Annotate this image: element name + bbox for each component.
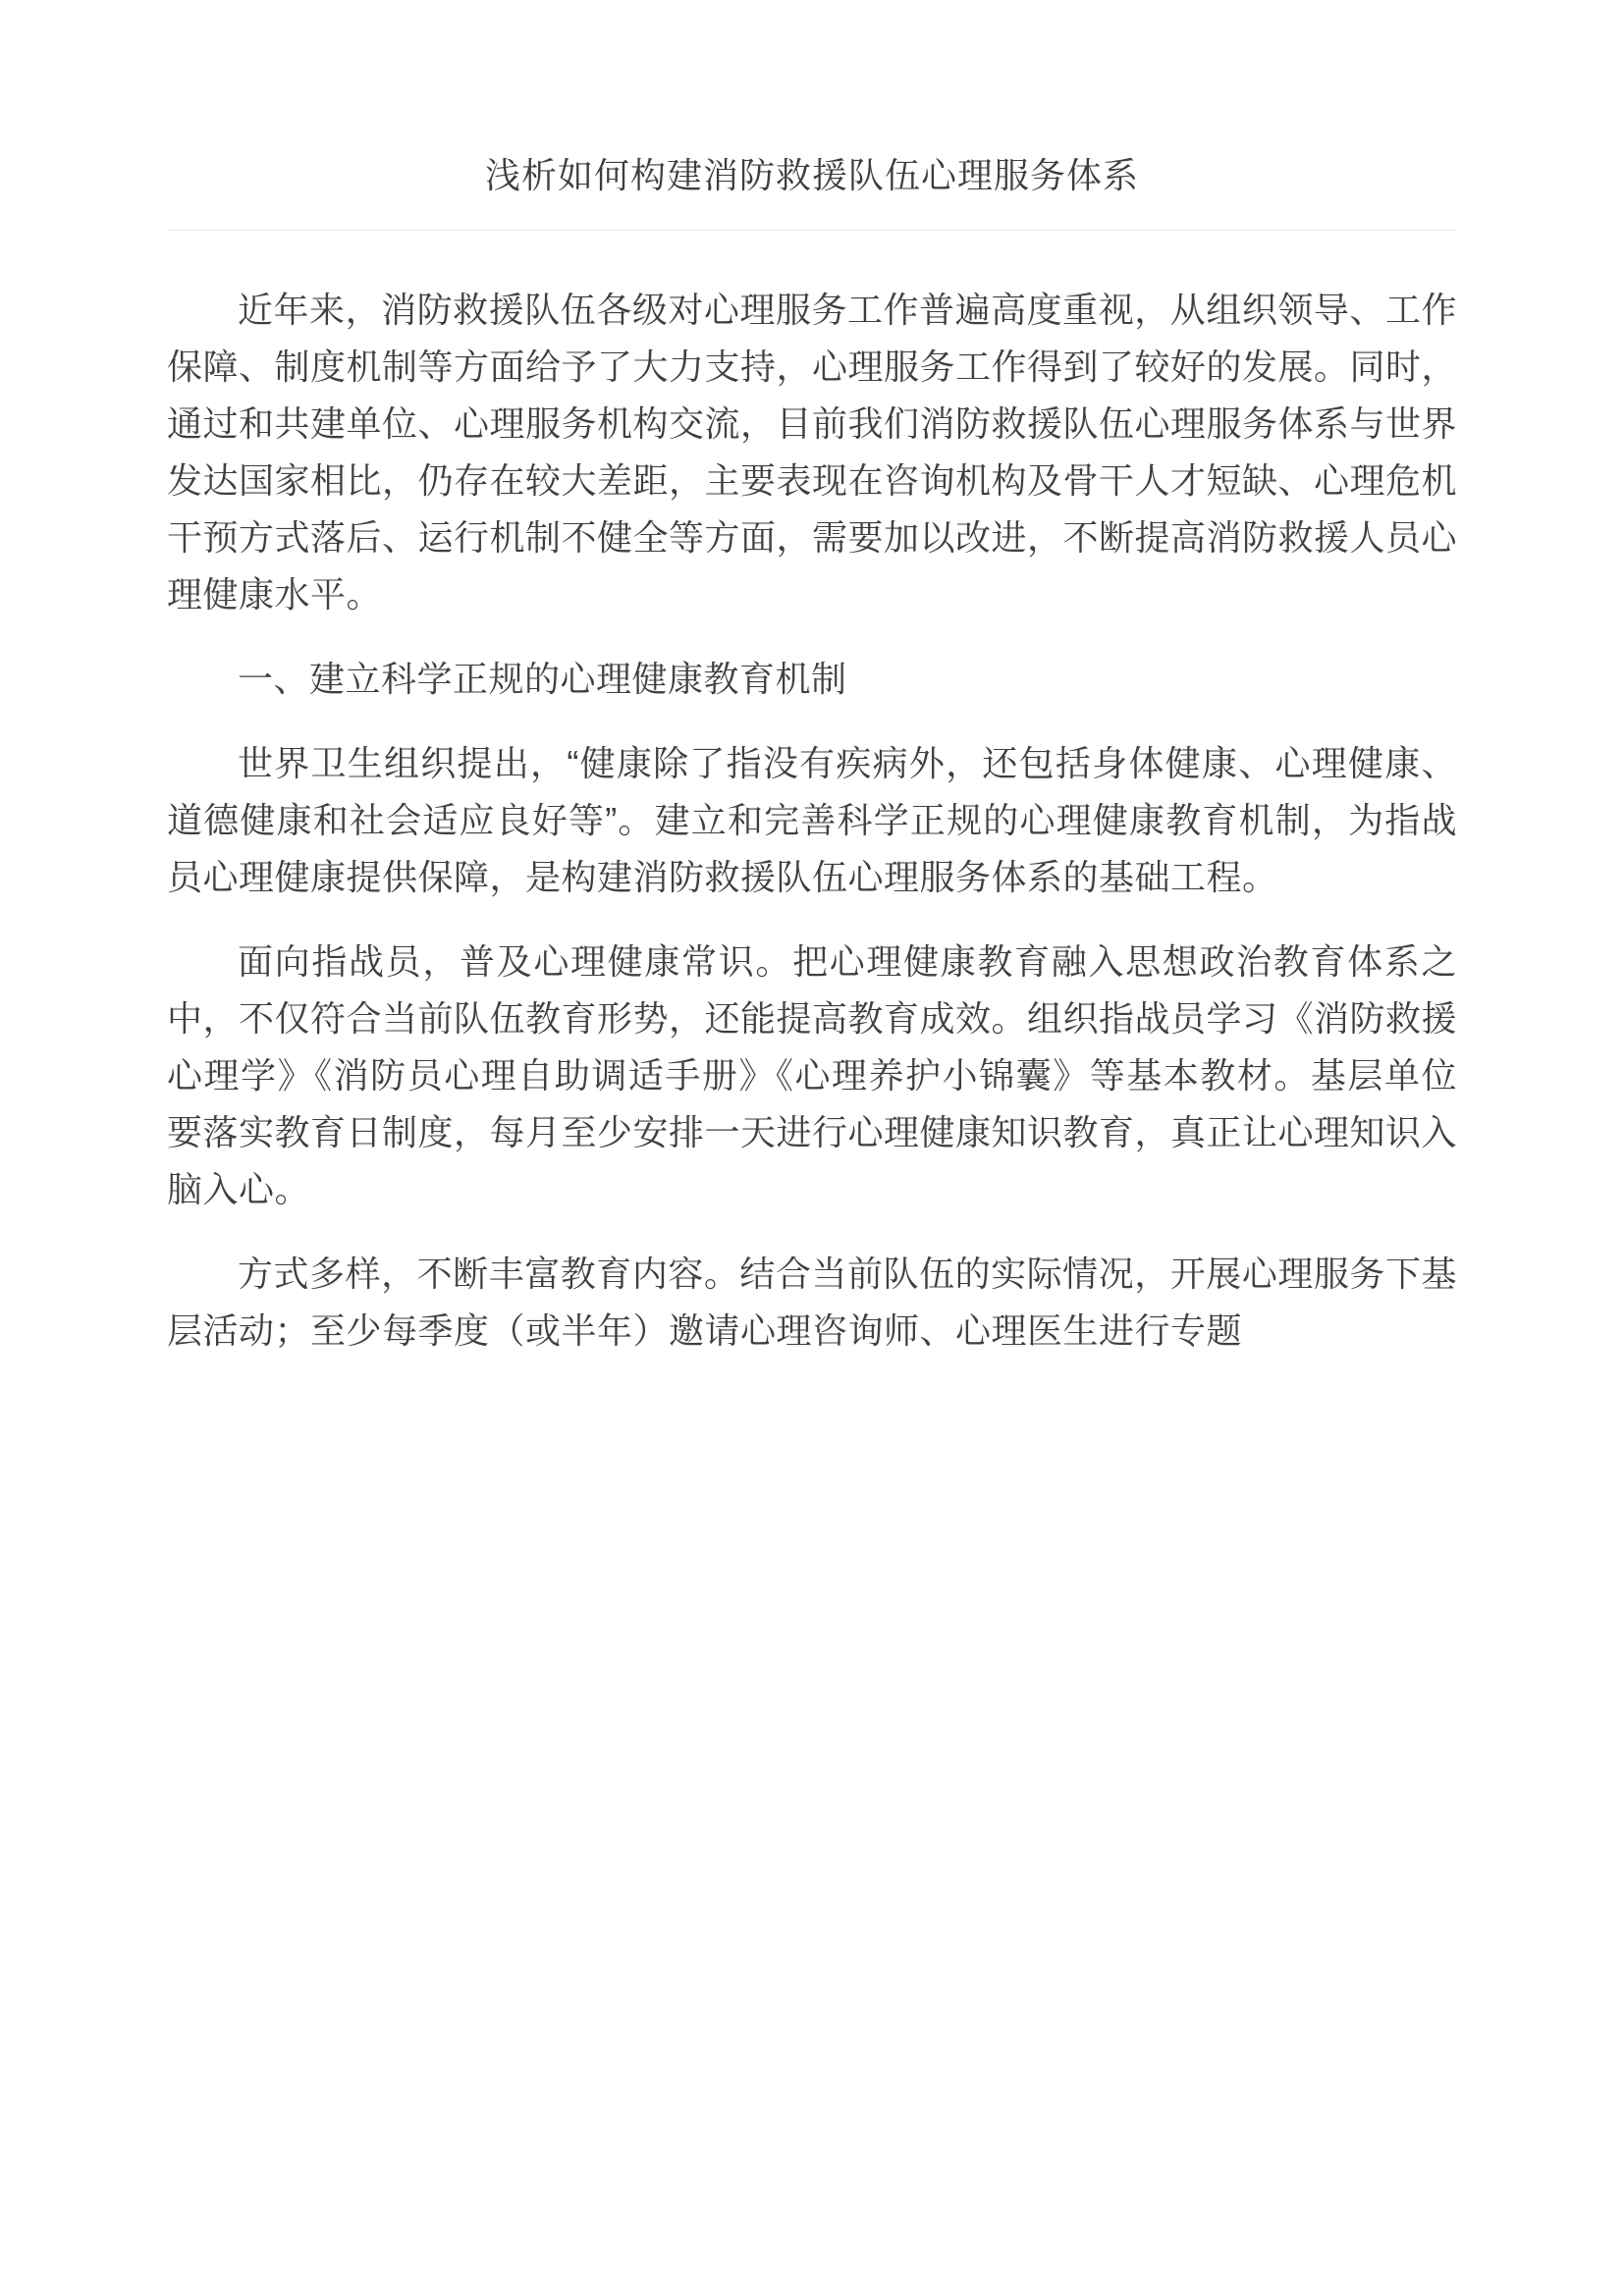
paragraph-diverse-methods: 方式多样，不断丰富教育内容。结合当前队伍的实际情况，开展心理服务下基层活动；至少每季度（或半年）邀请心理咨询师、心理医生进行专题 [167,1254,1457,1351]
section-heading-1: 一、建立科学正规的心理健康教育机制 [238,659,847,699]
paragraph-education-common-knowledge: 面向指战员，普及心理健康常识。把心理健康教育融入思想政治教育体系之中，不仅符合当前队伍教育形势，还能提高教育成效。组织指战员学习《消防救援心理学》《消防员心理自助调适手册》《心理养护小锦囊》等基本教材。基层单位要落实教育日制度，每月至少安排一天进行心理健康知识教育，真正让心理知识入脑入心。 [167,941,1458,1209]
document-title: 浅析如何构建消防救援队伍心理服务体系 [484,155,1139,195]
title-divider [167,230,1457,231]
paragraph-who-definition: 世界卫生组织提出，“健康除了指没有疾病外，还包括身体健康、心理健康、道德健康和社会适应良好等”。建立和完善科学正规的心理健康教育机制，为指战员心理健康提供保障，是构建消防救援队伍心理服务体系的基础工程。 [167,743,1457,897]
paragraph-intro: 近年来，消防救援队伍各级对心理服务工作普遍高度重视，从组织领导、工作保障、制度机制等方面给予了大力支持，心理服务工作得到了较好的发展。同时，通过和共建单位、心理服务机构交流，目前我们消防救援队伍心理服务体系与世界发达国家相比，仍存在较大差距，主要表现在咨询机构及骨干人才短缺、心理危机干预方式落后、运行机制不健全等方面，需要加以改进，不断提高消防救援人员心理健康水平。 [167,290,1458,614]
